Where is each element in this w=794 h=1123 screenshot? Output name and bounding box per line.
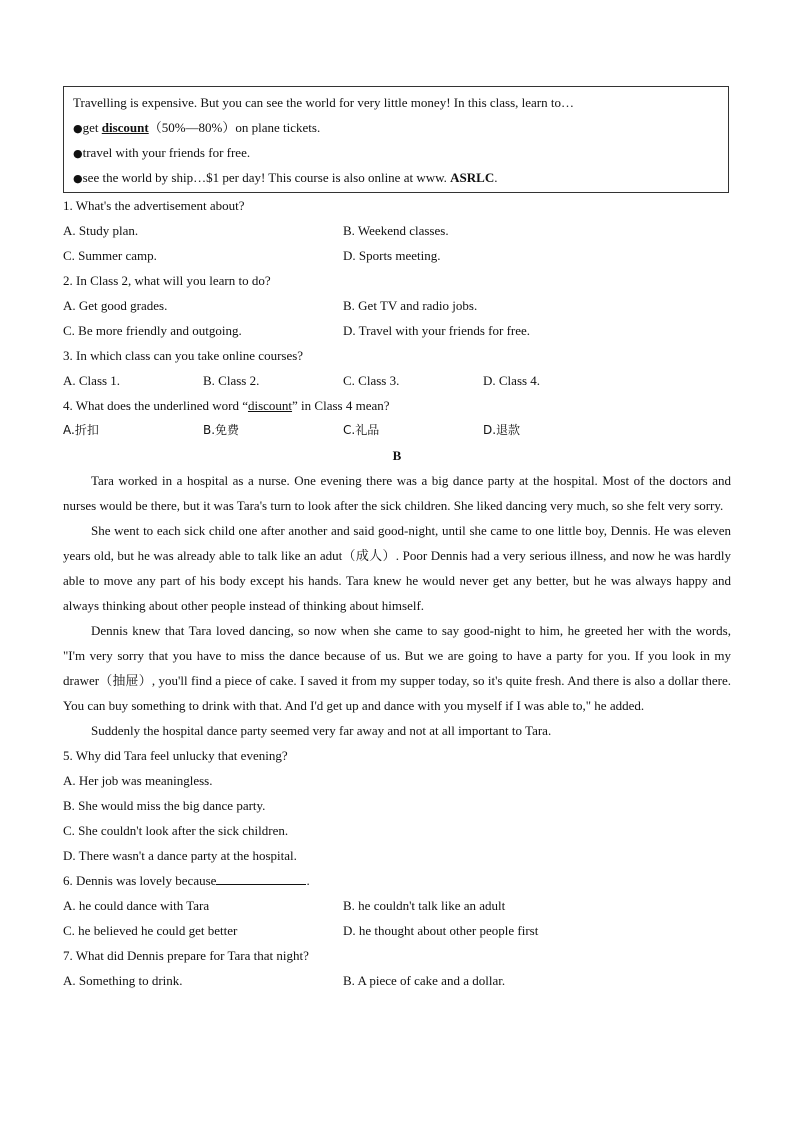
- question-5-stem: 5. Why did Tara feel unlucky that evening?: [63, 748, 288, 763]
- option-d: D.退款: [483, 423, 521, 437]
- ad-line-ship: ●see the world by ship…$1 per day! This course is also online at www. ASRLC.: [73, 170, 498, 185]
- question-4-options: [63, 418, 731, 443]
- passage-paragraph-3: Dennis knew that Tara loved dancing, so now when she came to say good-night to him, he greeted her with the words, "I'm very sorry that you have to miss the dance because of us. But we are going to have a party for you. If you look in my drawer（抽屉）, you'll find a piece of cake. I saved it from my supper today, so it's quite fresh. And there is also a dollar there. You can buy something to drink with that. And I'd get up and dance with you myself if I was able to," he added.: [63, 623, 731, 713]
- option-a: A. Class 1.: [63, 373, 121, 388]
- bullet-icon: ●: [73, 172, 83, 185]
- option-c: C.礼品: [343, 423, 380, 437]
- option-d: D. Travel with your friends for free.: [343, 323, 531, 338]
- question-3-options: [63, 368, 731, 393]
- ad-line-discount: ●get discount（50%—80%）on plane tickets.: [73, 120, 321, 135]
- worksheet-page: [63, 86, 731, 993]
- option-a: A. Something to drink.: [63, 973, 183, 988]
- option-a: A. Get good grades.: [63, 298, 168, 313]
- option-a: A. he could dance with Tara: [63, 898, 210, 913]
- option-a: A. Her job was meaningless.: [63, 773, 213, 788]
- ad-discount-word: discount: [101, 120, 149, 135]
- option-a: A.折扣: [63, 423, 99, 437]
- question-6-options-row1: [63, 893, 731, 918]
- option-d: D. Class 4.: [483, 373, 541, 388]
- option-d: D. There wasn't a dance party at the hospital.: [63, 848, 297, 863]
- question-6-options-row2: [63, 918, 731, 943]
- section-title: B: [392, 448, 402, 463]
- question-2-options-row1: [63, 293, 731, 318]
- passage-paragraph-4: Suddenly the hospital dance party seemed very far away and not at all important to Tara.: [91, 723, 552, 738]
- option-d: D. he thought about other people first: [343, 923, 539, 938]
- option-b: B.免费: [203, 423, 240, 437]
- question-2-options-row2: [63, 318, 731, 343]
- question-7-stem: 7. What did Dennis prepare for Tara that night?: [63, 948, 309, 963]
- option-b: B. Get TV and radio jobs.: [343, 298, 478, 313]
- option-b: B. She would miss the big dance party.: [63, 798, 266, 813]
- option-c: C. She couldn't look after the sick children.: [63, 823, 289, 838]
- question-2-stem: 2. In Class 2, what will you learn to do?: [63, 273, 271, 288]
- question-1-stem: 1. What's the advertisement about?: [63, 198, 245, 213]
- option-b: B. Class 2.: [203, 373, 260, 388]
- ad-website: ASRLC: [450, 170, 495, 185]
- option-c: C. he believed he could get better: [63, 923, 238, 938]
- option-c: C. Be more friendly and outgoing.: [63, 323, 242, 338]
- answer-blank[interactable]: [216, 870, 306, 885]
- option-b: B. A piece of cake and a dollar.: [343, 973, 506, 988]
- question-3-stem: 3. In which class can you take online courses?: [63, 348, 304, 363]
- question-4-stem: 4. What does the underlined word “discount” in Class 4 mean?: [63, 398, 390, 413]
- passage-paragraph-2: She went to each sick child one after another and said good-night, until she came to one little boy, Dennis. He was eleven years old, but he was already able to talk like an adut（成人）. Poor Dennis had a very serious illness, and now he was hardly able to move any part of his body except his hands. Tara knew he would never get any better, but he was always happy and always thinking about other people instead of thinking about himself.: [63, 523, 731, 613]
- passage-paragraph-1: Tara worked in a hospital as a nurse. One evening there was a big dance party at the hospital. Most of the doctors and nurses would be there, but it was Tara's turn to look after the sick children. She liked dancing very much, so she felt very sorry.: [63, 473, 731, 513]
- ad-line-travel: ●travel with your friends for free.: [73, 145, 251, 160]
- option-c: C. Summer camp.: [63, 248, 157, 263]
- option-b: B. he couldn't talk like an adult: [343, 898, 506, 913]
- question-1-options-row2: [63, 243, 731, 268]
- option-a: A. Study plan.: [63, 223, 139, 238]
- bullet-icon: ●: [73, 147, 83, 160]
- option-d: D. Sports meeting.: [343, 248, 441, 263]
- ad-intro: Travelling is expensive. But you can see the world for very little money! In this class, learn to…: [73, 95, 574, 110]
- question-1-options-row1: [63, 218, 731, 243]
- bullet-icon: ●: [73, 122, 83, 135]
- question-6-stem: 6. Dennis was lovely because .: [63, 868, 731, 893]
- option-b: B. Weekend classes.: [343, 223, 449, 238]
- option-c: C. Class 3.: [343, 373, 400, 388]
- question-7-options-row1: [63, 968, 731, 993]
- advertisement-box: [63, 86, 729, 193]
- underlined-word: discount: [247, 398, 293, 413]
